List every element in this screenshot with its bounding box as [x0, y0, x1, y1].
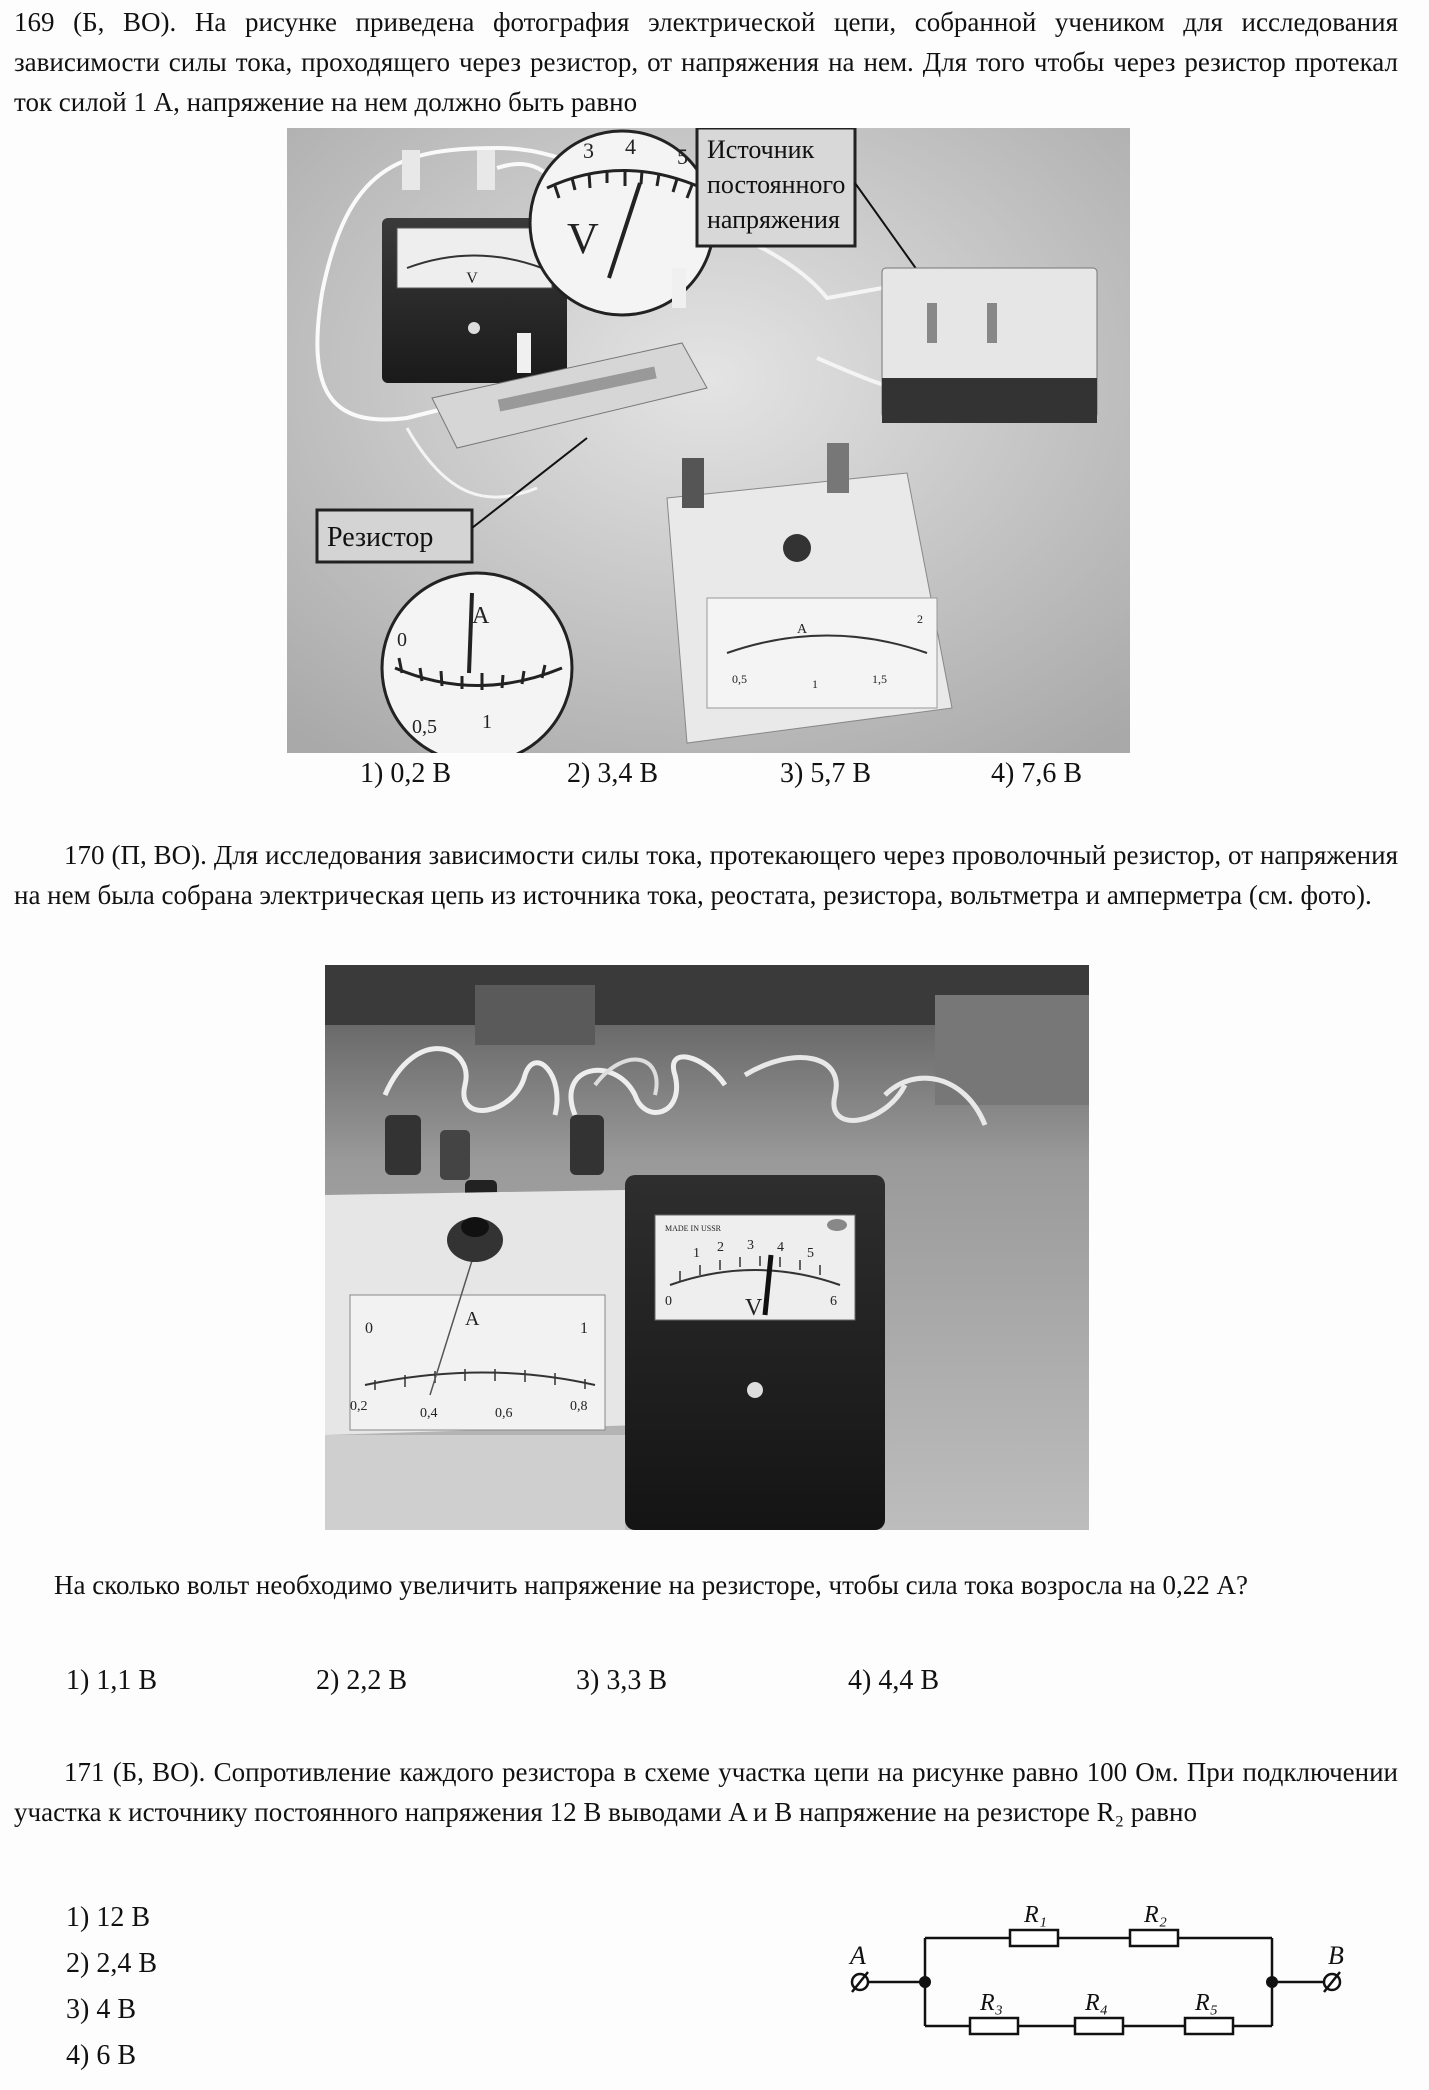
zoom-a-tick-0: 0	[397, 629, 407, 651]
voltmeter-letter: V	[466, 270, 478, 287]
photo-circuit-170	[325, 965, 1089, 1530]
terminal-a-label: A	[850, 1941, 866, 1970]
answers-169	[0, 758, 1429, 798]
svg-text:2: 2	[717, 1240, 724, 1255]
volt170-brand: MADE IN USSR	[665, 1224, 722, 1233]
r1-label: R₁	[1024, 1902, 1048, 1928]
problem-169-text: 169 (Б, ВО). На рисунке приведена фотография электрической цепи, собранной учеником для исследования зависимости силы тока, проходящего через резистор, от напряжения на нем. Для того чтобы через резистор протекал ток силой 1 А, напряжение на нем должно быть равно	[14, 7, 1398, 117]
label-source: Источник постоянного напряжения	[707, 135, 846, 234]
answer-171-4[interactable]: 4) 6 В	[66, 2040, 136, 2071]
photo-circuit-169	[287, 128, 1130, 753]
answer-171-2[interactable]: 2) 2,4 В	[66, 1948, 157, 1979]
svg-text:1: 1	[693, 1246, 700, 1261]
r3-label: R₃	[980, 1990, 1004, 2016]
problem-170-text: 170 (П, ВО). Для исследования зависимости силы тока, протекающего через проволочный резистор, от напряжения на нем была собрана электрическая цепь из источника тока, реостата, резистора, вольтметра и амперметра (см. фото).	[14, 840, 1398, 910]
zoom-a-tick-05: 0,5	[412, 716, 437, 738]
amm170-04: 0,4	[420, 1406, 438, 1421]
amm-letter: A	[797, 622, 808, 637]
circuit-diagram	[830, 1890, 1370, 2060]
terminal-b-label: B	[1328, 1941, 1344, 1970]
answer-170-4[interactable]: 4) 4,4 В	[848, 1665, 939, 1696]
answer-169-3[interactable]: 3) 5,7 В	[780, 758, 871, 789]
answers-171	[66, 1895, 157, 2079]
r5-label: R₅	[1195, 1990, 1219, 2016]
zoom-voltmeter	[530, 131, 714, 315]
answer-169-2[interactable]: 2) 3,4 В	[567, 758, 658, 789]
zoom-v-tick-5: 5	[677, 144, 688, 169]
volt170-0: 0	[665, 1294, 672, 1309]
svg-text:3: 3	[747, 1238, 754, 1253]
svg-text:5: 5	[807, 1246, 814, 1261]
zoom-v-tick-4: 4	[625, 134, 636, 159]
label-resistor: Резистор	[327, 522, 434, 553]
amm170-1: 1	[580, 1320, 588, 1337]
svg-text:1,5: 1,5	[872, 672, 887, 686]
zoom-v-letter: V	[567, 214, 599, 263]
r2-label: R₂	[1144, 1902, 1168, 1928]
amm170-0: 0	[365, 1320, 373, 1337]
answer-171-1[interactable]: 1) 12 В	[66, 1902, 150, 1933]
amm170-08: 0,8	[570, 1399, 588, 1414]
zoom-v-tick-3: 3	[583, 138, 594, 163]
zoom-ammeter	[382, 573, 572, 753]
svg-text:4: 4	[777, 1240, 784, 1255]
answer-171-3[interactable]: 3) 4 В	[66, 1994, 136, 2025]
r4-label: R₄	[1085, 1990, 1109, 2016]
svg-text:0,5: 0,5	[732, 672, 747, 686]
amm170-letter: A	[465, 1308, 480, 1330]
answer-169-1[interactable]: 1) 0,2 В	[360, 758, 451, 789]
answer-170-1[interactable]: 1) 1,1 В	[66, 1665, 157, 1696]
volt170-letter: V	[745, 1295, 763, 1321]
problem-171-text: 171 (Б, ВО). Сопротивление каждого резистора в схеме участка цепи на рисунке равно 100 Ом. При подключении участка к источнику постоянного напряжения 12 В выводами A и B напряжение на резисторе R₂ равно	[14, 1757, 1398, 1827]
answer-169-4[interactable]: 4) 7,6 В	[991, 758, 1082, 789]
problem-170-question: На сколько вольт необходимо увеличить напряжение на резисторе, чтобы сила тока возросла на 0,22 А?	[54, 1570, 1248, 1600]
zoom-a-letter: A	[472, 603, 490, 629]
answer-170-2[interactable]: 2) 2,2 В	[316, 1665, 407, 1696]
answer-170-3[interactable]: 3) 3,3 В	[576, 1665, 667, 1696]
amm170-06: 0,6	[495, 1406, 513, 1421]
zoom-a-tick-1: 1	[482, 711, 492, 733]
answers-170	[0, 1665, 1429, 1705]
svg-text:1: 1	[812, 677, 818, 691]
volt170-6: 6	[830, 1294, 837, 1309]
amm170-02: 0,2	[350, 1399, 368, 1414]
svg-text:2: 2	[917, 612, 923, 626]
